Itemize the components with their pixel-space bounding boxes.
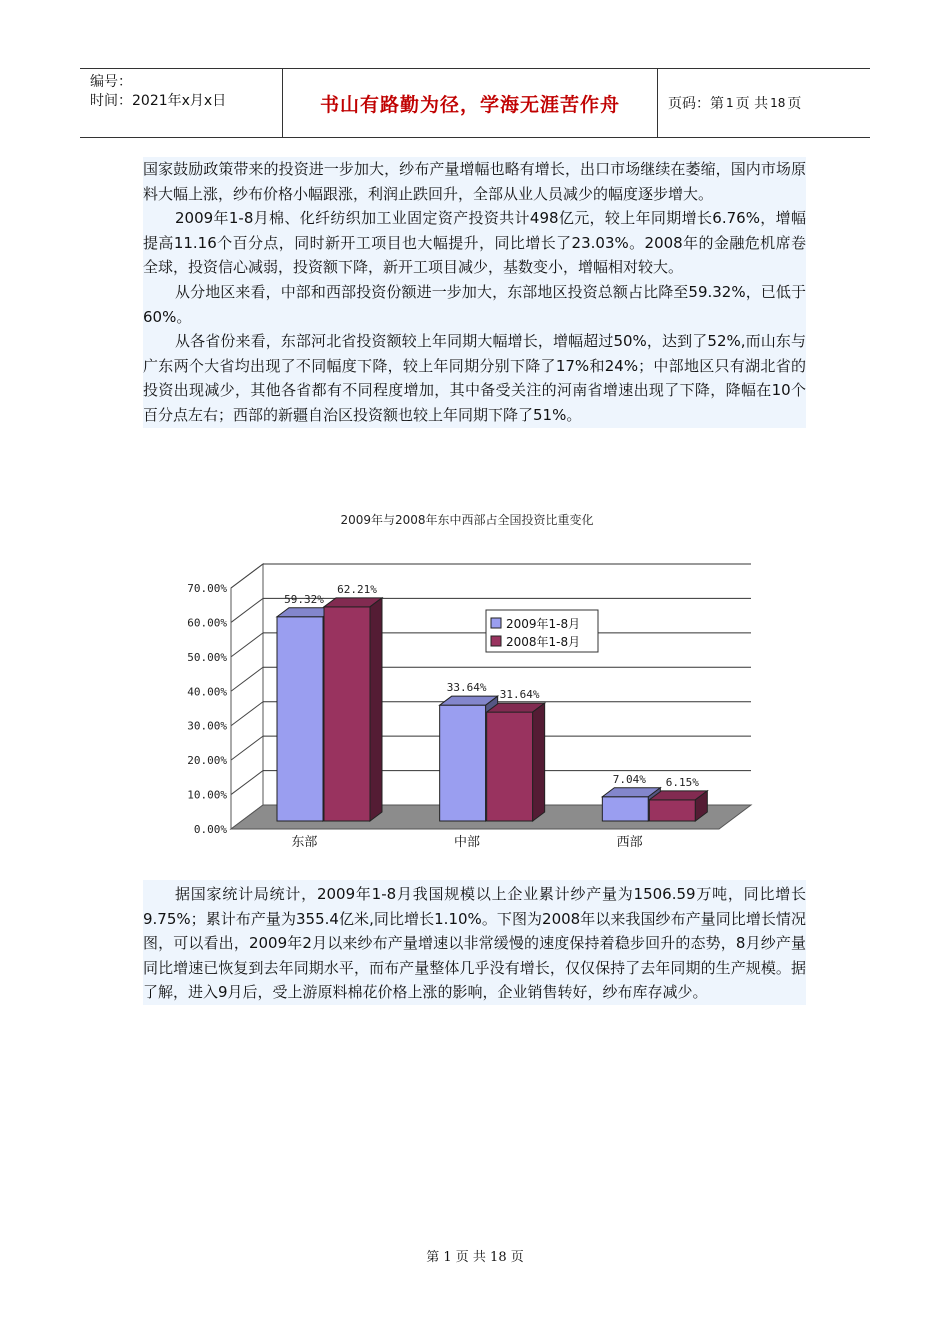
y-tick-label: 50.00%	[187, 650, 227, 664]
paragraph-3: 从分地区来看，中部和西部投资份额进一步加大，东部地区投资总额占比降至59.32%，已低于60%。	[143, 282, 806, 326]
bar-1-0	[440, 705, 486, 821]
investment-share-chart	[143, 506, 791, 856]
legend-swatch-0	[491, 618, 501, 628]
bar-side-1-1	[533, 703, 545, 821]
bar-1-1	[487, 712, 533, 821]
document-time: 时间：2021年x月x日	[90, 93, 227, 109]
legend-label-0: 2009年1-8月	[506, 617, 581, 631]
chart-svg	[143, 506, 791, 856]
y-tick-label: 40.00%	[187, 685, 227, 699]
header-meta	[80, 69, 282, 137]
paragraph-5: 据国家统计局统计，2009年1-8月我国规模以上企业累计纱产量为1506.59万吨，同比增长9.75%；累计布产量为355.4亿米,同比增长1.10%。下图为2008年以来我国纱布产量同比增长情况图，可以看出，2009年2月以来纱布产量增速以非常缓慢的速度保持着稳步回升的态势，8月纱产量同比增速已恢复到去年同期水平，而布产量整体几乎没有增长，仅仅保持了去年同期的生产规模。据了解，进入9月后，受上游原料棉花价格上涨的影响，企业销售转好，纱布库存减少。	[143, 885, 806, 1002]
y-tick-label: 10.00%	[187, 788, 227, 802]
paragraph-1: 国家鼓励政策带来的投资进一步加大，纱布产量增幅也略有增长，出口市场继续在萎缩，国内市场原料大幅上涨，纱布价格小幅跟涨，利润止跌回升，全部从业人员减少的幅度逐步增大。	[143, 160, 806, 203]
page-footer: 第 1 页 共 18 页	[426, 1250, 524, 1265]
chart-title: 2009年与2008年东中西部占全国投资比重变化	[340, 513, 594, 527]
document-number-label: 编号：	[90, 74, 132, 90]
y-tick-label: 60.00%	[187, 616, 227, 630]
data-label-0-0: 59.32%	[284, 592, 324, 606]
body-text-top	[143, 157, 806, 428]
data-label-2-1: 6.15%	[665, 775, 699, 789]
paragraph-4: 从各省份来看，东部河北省投资额较上年同期大幅增长，增幅超过50%，达到了52%,而山东与广东两个大省均出现了不同幅度下降，较上年同期分别下降了17%和24%；中部地区只有湖北省的投资出现减少，其他各省都有不同程度增加，其中备受关注的河南省增速出现了下降，降幅在10个百分点左右；西部的新疆自治区投资额也较上年同期下降了51%。	[143, 332, 806, 424]
y-tick-label: 30.00%	[187, 719, 227, 733]
chart-side-wall	[231, 564, 263, 829]
page-current: 1	[726, 96, 734, 110]
bar-2-1	[649, 800, 695, 821]
data-label-1-0: 33.64%	[446, 681, 487, 695]
page-mid: 页 共	[735, 96, 769, 112]
x-tick-label: 东部	[291, 835, 318, 850]
header-page-info	[658, 69, 870, 137]
data-label-2-0: 7.04%	[612, 772, 646, 786]
data-label-0-1: 62.21%	[337, 582, 377, 596]
legend-swatch-1	[491, 636, 501, 646]
bar-side-0-1	[370, 598, 382, 821]
y-tick-label: 0.00%	[193, 823, 227, 836]
paragraph-2: 2009年1-8月棉、化纤纺织加工业固定资产投资共计498亿元，较上年同期增长6.76%，增幅提高11.16个百分点，同时新开工项目也大幅提升，同比增长了23.03%。2008年的金融危机席卷全球，投资信心减弱，投资额下降，新开工项目减少，基数变小，增幅相对较大。	[143, 209, 806, 277]
bar-0-1	[324, 607, 370, 821]
page-suffix: 页	[787, 96, 802, 112]
header-motto: 书山有路勤为径，学海无涯苦作舟	[282, 69, 658, 137]
page-prefix: 页码：第	[668, 96, 724, 112]
document-header	[80, 68, 870, 138]
x-tick-label: 中部	[453, 835, 481, 850]
x-tick-label: 西部	[616, 835, 643, 850]
y-tick-label: 70.00%	[187, 582, 227, 595]
data-label-1-1: 31.64%	[499, 688, 540, 702]
body-text-bottom	[143, 880, 806, 1005]
bar-0-0	[277, 617, 323, 821]
y-tick-label: 20.00%	[187, 754, 227, 768]
legend-label-1: 2008年1-8月	[506, 635, 581, 649]
page-total: 18	[770, 96, 786, 110]
bar-2-0	[602, 797, 648, 821]
